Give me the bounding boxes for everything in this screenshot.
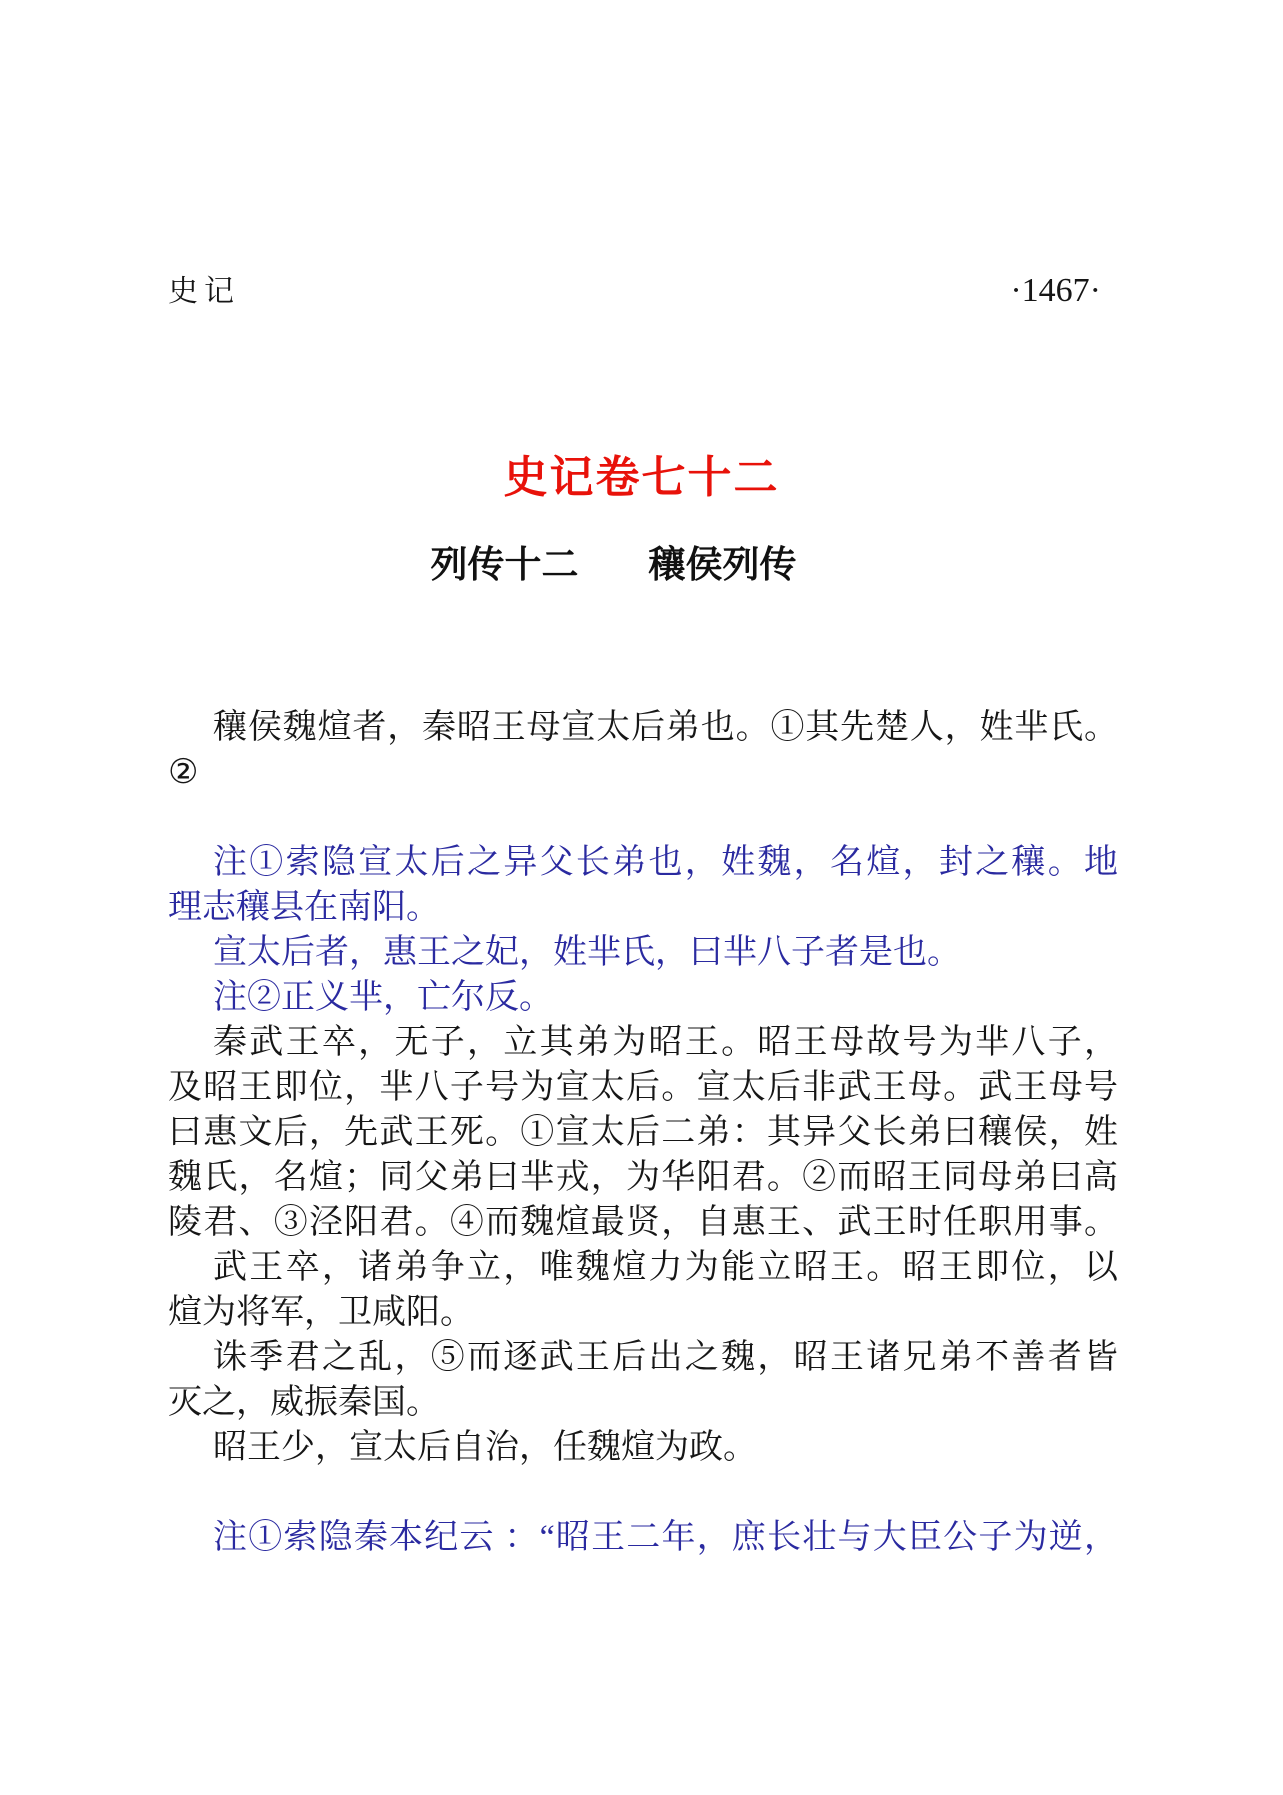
annotation-line: 注②正义芈，亡尔反。	[213, 979, 553, 1016]
text-line: 魏氏，名煊；同父弟曰芈戎，为华阳君。②而昭王同母弟曰高	[168, 1159, 1118, 1196]
annotation-line: 注①索隐秦本纪云 ：“昭王二年，庶长壮与大臣公子为逆，	[213, 1519, 1118, 1556]
text-line: 曰惠文后，先武王死。①宣太后二弟：其异父长弟曰穰侯，姓	[168, 1114, 1118, 1151]
page-number: ·1467·	[1010, 272, 1101, 309]
running-header	[0, 266, 1283, 310]
chapter-subtitle-number: 列传十二	[430, 544, 579, 585]
text-line: 昭王少，宣太后自治，任魏煊为政。	[213, 1429, 757, 1466]
text-line: 武王卒，诸弟争立，唯魏煊力为能立昭王。昭王即位，以	[213, 1249, 1118, 1286]
body-text	[168, 705, 1118, 1560]
blank-line	[168, 795, 1118, 840]
annotation-line: 理志穰县在南阳。	[168, 889, 440, 926]
blank-line	[168, 1470, 1118, 1515]
book-title: 史记	[168, 275, 240, 308]
chapter-subtitle-name: 穰侯列传	[648, 544, 797, 585]
annotation-line: 注①索隐宣太后之异父长弟也，姓魏，名煊，封之穰。地	[213, 844, 1118, 881]
text-line: 陵君、③泾阳君。④而魏煊最贤，自惠王、武王时任职用事。	[168, 1204, 1118, 1241]
text-line: 秦武王卒，无子，立其弟为昭王。昭王母故号为芈八子，	[213, 1024, 1118, 1061]
text-line: 灭之，威振秦国。	[168, 1384, 440, 1421]
annotation-line: 宣太后者，惠王之妃，姓芈氏，曰芈八子者是也。	[213, 934, 961, 971]
text-line: 煊为将军，卫咸阳。	[168, 1294, 474, 1331]
text-line: ②	[168, 754, 199, 791]
chapter-subtitle	[0, 540, 1255, 590]
text-line: 诛季君之乱，⑤而逐武王后出之魏，昭王诸兄弟不善者皆	[213, 1339, 1118, 1376]
chapter-title: 史记卷七十二	[503, 453, 780, 502]
text-line: 穰侯魏煊者，秦昭王母宣太后弟也。①其先楚人，姓芈氏。	[213, 709, 1118, 746]
text-line: 及昭王即位，芈八子号为宣太后。宣太后非武王母。武王母号	[168, 1069, 1118, 1106]
